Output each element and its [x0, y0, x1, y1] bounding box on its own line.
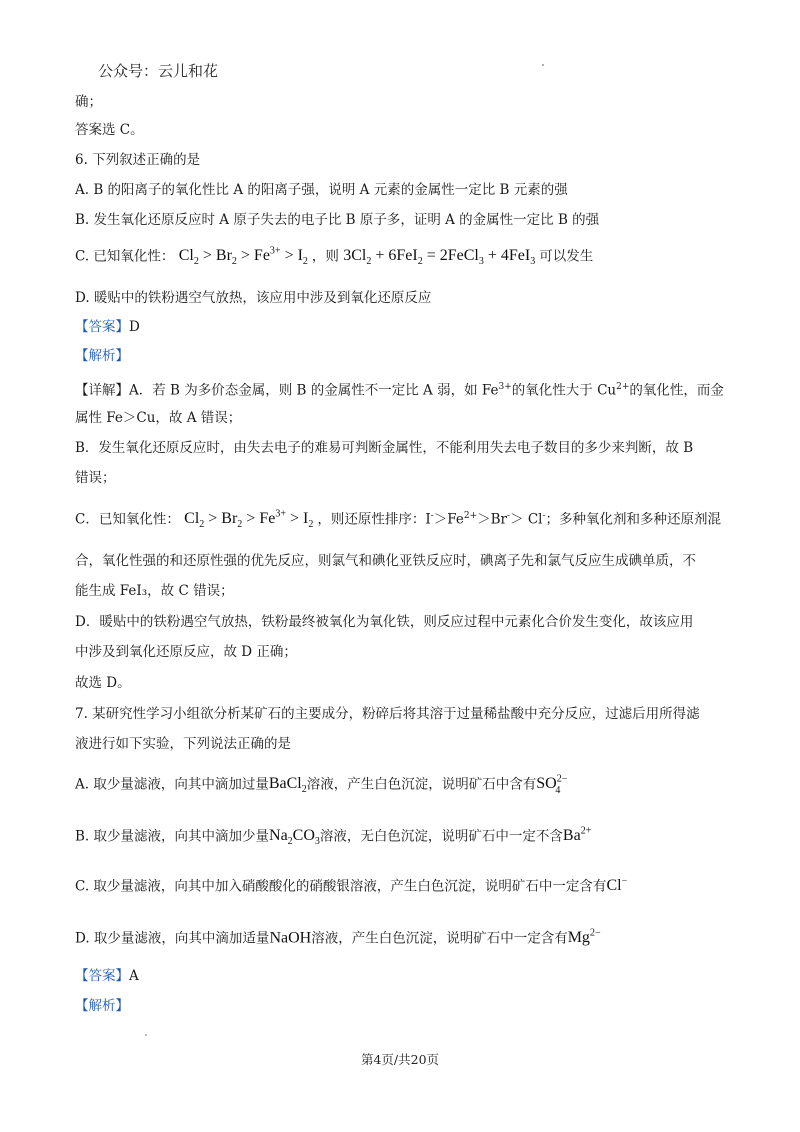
- text-line: 答案选 C。: [75, 122, 144, 138]
- explanation-a-line2: 属性 Fe＞Cu，故 A 错误；: [75, 410, 242, 426]
- question-7-stem-line1: 7. 某研究性学习小组欲分析某矿石的主要成分，粉碎后将其溶于过量稀盐酸中充分反应，过滤后用所得滤: [75, 706, 700, 722]
- page-number: 第4页/共20页: [360, 1052, 440, 1067]
- question-7-option-d: D. 取少量滤液，向其中滴加适量NaOH溶液，产生白色沉淀，说明矿石中一定含有$Mg^{2-}$: [75, 928, 601, 947]
- detail-tag: 【详解】: [75, 382, 129, 399]
- na2co3-formula: $Na_2CO_3$: [269, 827, 320, 848]
- explanation-b-line1: B．发生氧化还原反应时，由失去电子的难易可判断金属性，不能利用失去电子数目的多少来判断，故 B: [75, 440, 694, 456]
- watermark-header: 公众号：云儿和花: [98, 62, 219, 80]
- question-6-option-d: D. 暖贴中的铁粉遇空气放热，该应用中涉及到氧化还原反应: [75, 290, 432, 306]
- answer-tag: 【答案】: [75, 319, 129, 335]
- explanation-c-line1: C．已知氧化性： $Cl_2 > Br_2 > Fe^{3+} > I_2$ ，则还原性排序：$I^->Fe^{2+}>Br^-> Cl^-$；多种氧化剂和多种还原剂混: [75, 509, 722, 531]
- answer-value: A: [129, 968, 139, 984]
- explanation-a-line1: 【详解】A．若 B 为多价态金属，则 B 的金属性不一定比 A 弱，如 $Fe^{3+}$的氧化性大于 $Cu^{2+}$的氧化性，而金: [75, 382, 724, 399]
- option-text: 可以发生: [539, 248, 594, 265]
- conclusion: 故选 D。: [75, 675, 131, 691]
- magnesium-ion-formula: $Mg^{2-}$: [567, 928, 601, 947]
- reaction-equation: $3Cl_2 + 6FeI_2$ = 2FeCl$_3$ + 4FeI$_3$: [343, 247, 536, 268]
- question-6-option-c: [75, 242, 735, 273]
- answer-6: [75, 317, 735, 337]
- oxidation-order-formula: $Cl_2 > Br_2 > Fe^{3+} > I_2$: [184, 509, 314, 531]
- answer-7: [75, 966, 735, 986]
- question-7-option-b: B. 取少量滤液，向其中滴加少量$Na_2CO_3$溶液，无白色沉淀，说明矿石中一定不含$Ba^{2+}$: [75, 826, 592, 848]
- speck: [145, 1034, 147, 1036]
- question-7-option-a: A. 取少量滤液，向其中滴加过量BaCl$_2$溶液，产生白色沉淀，说明矿石中含有$SO^{2-}_4$: [75, 774, 568, 796]
- oxidation-order-formula: $Cl_2 > Br_2 > Fe^{3+} > I_2$: [178, 246, 308, 268]
- explanation-c-line3: 能生成 FeI₃，故 C 错误；: [75, 583, 234, 599]
- sulfate-ion-formula: $SO^{2-}_4$: [536, 774, 568, 796]
- question-6-option-a: A. B 的阳离子的氧化性比 A 的阳离子强，说明 A 元素的金属性一定比 B 元素的强: [75, 182, 568, 198]
- answer-value: D: [129, 319, 140, 335]
- explanation-d-line2: 中涉及到氧化还原反应，故 D 正确；: [75, 644, 297, 660]
- explanation-c-line2: 合，氧化性强的和还原性强的优先反应，则氯气和碘化亚铁反应时，碘离子先和氯气反应生成碘单质，不: [75, 553, 696, 569]
- question-7-option-c: C. 取少量滤液，向其中加入硝酸酸化的硝酸银溶液，产生白色沉淀，说明矿石中一定含有Cl−: [75, 876, 628, 895]
- explanation-b-line2: 错误；: [75, 470, 116, 486]
- analysis-tag: 【解析】: [75, 348, 129, 364]
- naoh-formula: NaOH: [269, 929, 312, 947]
- answer-tag: 【答案】: [75, 968, 129, 984]
- option-text: ，则: [311, 248, 339, 265]
- bacl2-formula: BaCl$_2$: [268, 775, 307, 796]
- question-7-stem-line2: 液进行如下实验，下列说法正确的是: [75, 736, 291, 752]
- chloride-ion-formula: Cl−: [606, 876, 628, 895]
- option-text: C. 已知氧化性：: [75, 248, 175, 265]
- text-line: 确；: [75, 94, 102, 110]
- question-6-stem: 6. 下列叙述正确的是: [75, 152, 201, 168]
- analysis-tag: 【解析】: [75, 998, 129, 1014]
- speck: [542, 64, 544, 66]
- question-6-option-b: B. 发生氧化还原反应时 A 原子失去的电子比 B 原子多，证明 A 的金属性一定比 B 的强: [75, 212, 600, 228]
- explanation-d-line1: D．暖贴中的铁粉遇空气放热，铁粉最终被氧化为氧化铁，则反应过程中元素化合价发生变化，故该应用: [75, 614, 694, 630]
- barium-ion-formula: $Ba^{2+}$: [562, 826, 592, 845]
